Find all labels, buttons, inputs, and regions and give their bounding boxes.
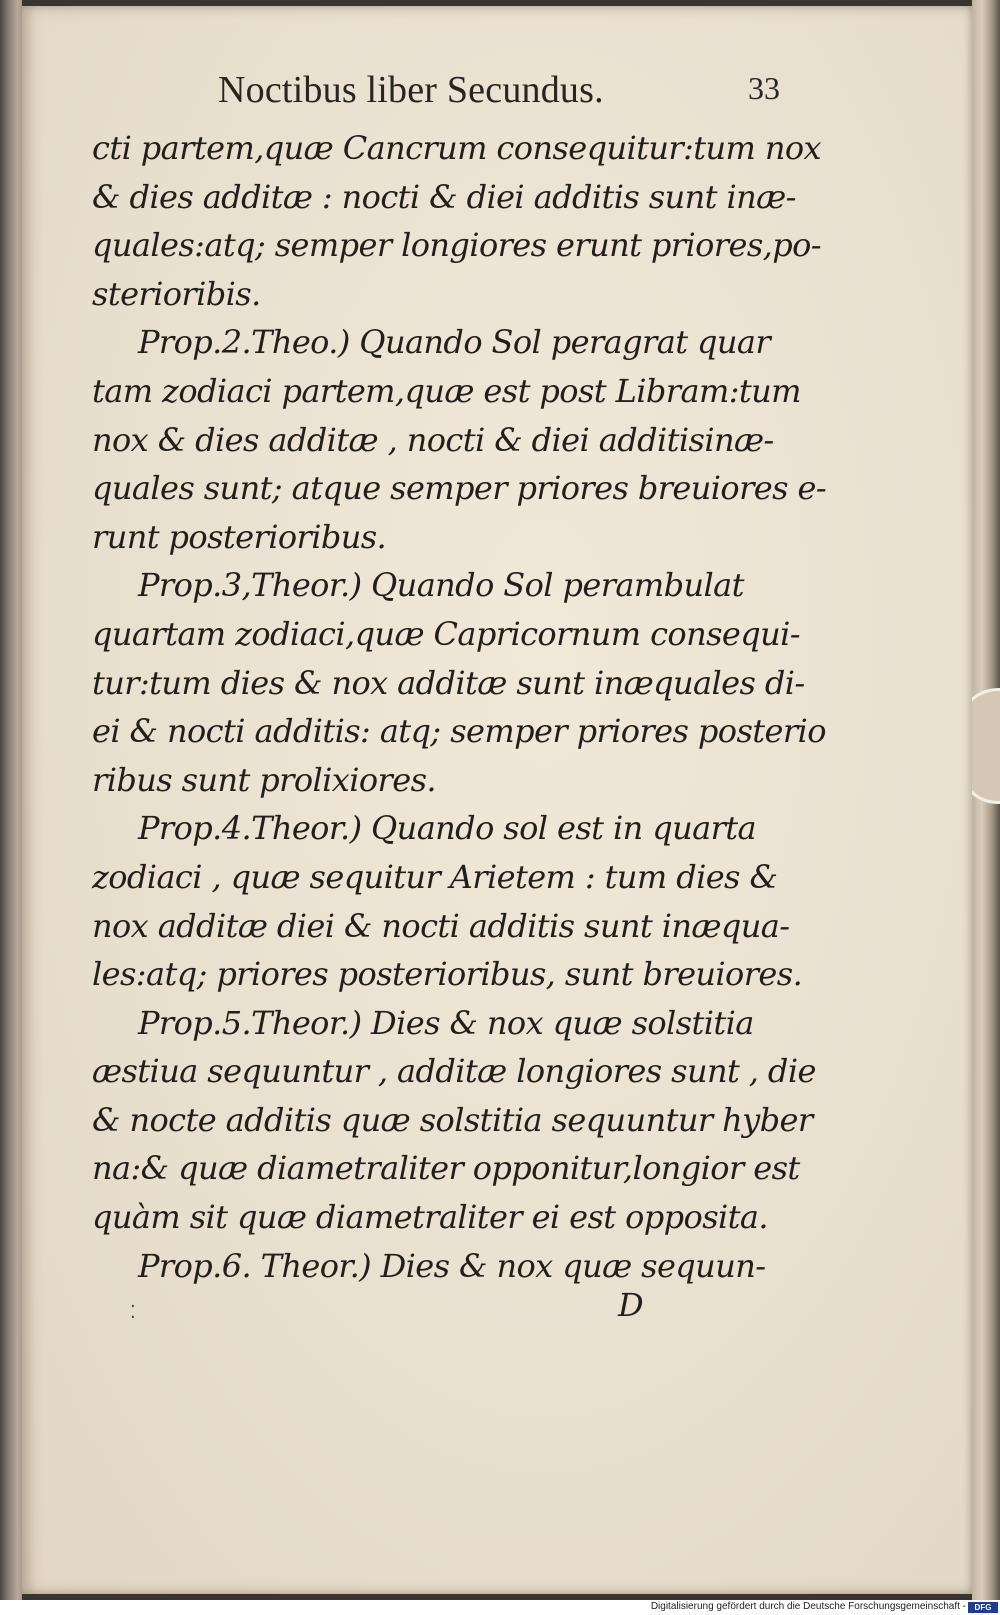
text-line: nox & dies additæ , nocti & diei additisinæ-: [92, 420, 774, 459]
proposition-heading-line: Prop.5.Theor.) Dies & nox quæ solstitia: [138, 1003, 754, 1042]
text-line: ribus sunt prolixiores.: [92, 760, 436, 799]
text-line: quales:atq; semper longiores erunt priores,po-: [92, 226, 821, 265]
text-block: [92, 124, 827, 1290]
text-line: tur:tum dies & nox additæ sunt inæquales di-: [92, 663, 805, 702]
text-line: & nocte additis quæ solstitia sequuntur hyber: [92, 1100, 813, 1139]
text-line: quales sunt; atque semper priores breuiores e-: [92, 469, 827, 508]
page-header: [22, 68, 972, 118]
text-line: tam zodiaci partem,quæ est post Libram:tum: [92, 371, 801, 410]
page-number: 33: [748, 70, 780, 106]
text-line: na:& quæ diametraliter opponitur,longior est: [92, 1149, 800, 1188]
text-line: quartam zodiaci,quæ Capricornum consequi-: [92, 614, 801, 653]
ink-speck: ⁚: [130, 1302, 136, 1323]
text-line: les:atq; priores posterioribus, sunt breuiores.: [92, 955, 803, 994]
text-line: æstiua sequuntur , additæ longiores sunt , die: [92, 1052, 816, 1091]
proposition-heading-line: Prop.3,Theor.) Quando Sol perambulat: [138, 566, 744, 605]
running-title: Noctibus liber Secundus.: [218, 69, 604, 111]
text-line: sterioribis.: [92, 274, 261, 313]
signature-mark: D: [618, 1286, 644, 1324]
text-line: quàm sit quæ diametraliter ei est opposita.: [92, 1198, 768, 1237]
book-spine-edge: [0, 0, 22, 1600]
text-line: runt posterioribus.: [92, 517, 387, 556]
dfg-logo: DFG: [968, 1602, 998, 1613]
text-line: & dies additæ : nocti & diei additis sunt inæ-: [92, 177, 796, 216]
proposition-heading-line: Prop.2.Theo.) Quando Sol peragrat quar: [138, 323, 771, 362]
text-line: zodiaci , quæ sequitur Arietem : tum dies &: [92, 857, 778, 896]
book-page: [22, 6, 972, 1594]
text-line: nox additæ diei & nocti additis sunt inæqua-: [92, 906, 790, 945]
text-line: ei & nocti additis: atq; semper priores posterio: [92, 712, 826, 751]
proposition-heading-line: Prop.6. Theor.) Dies & nox quæ sequun-: [138, 1246, 766, 1285]
funding-credit: Digitalisierung gefördert durch die Deutsche Forschungsgemeinschaft -: [650, 1601, 966, 1612]
text-line: cti partem,quæ Cancrum consequitur:tum nox: [92, 129, 821, 167]
proposition-heading-line: Prop.4.Theor.) Quando sol est in quarta: [138, 809, 757, 848]
